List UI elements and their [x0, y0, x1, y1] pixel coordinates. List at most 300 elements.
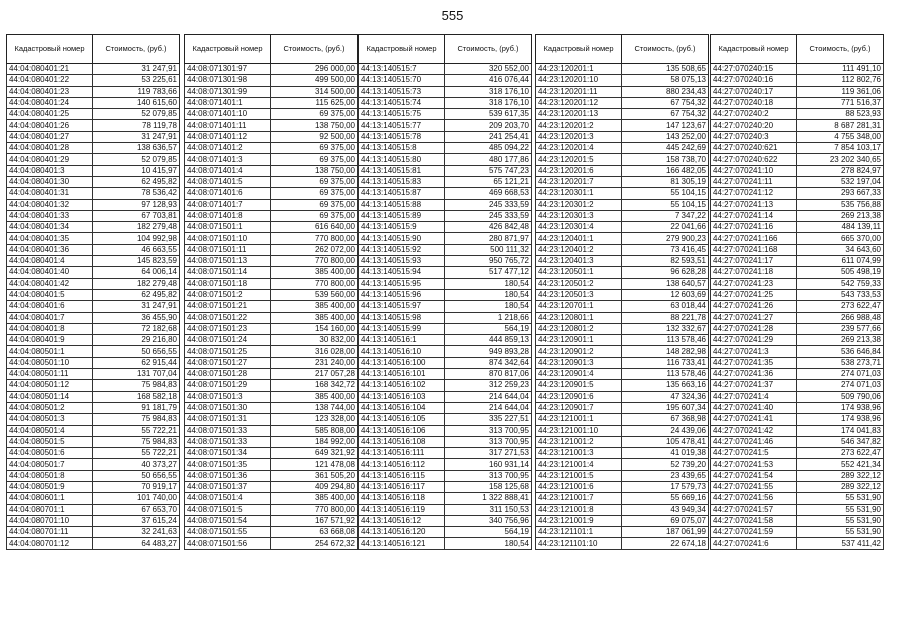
cost-table-1: [6, 34, 180, 550]
table-row: [711, 109, 884, 120]
table-row: [359, 459, 532, 470]
table-row: [536, 188, 709, 199]
cadastral-number-cell: 44:23:121001:6: [536, 481, 622, 492]
table-row: [185, 86, 358, 97]
cost-cell: 564,19: [445, 323, 532, 334]
table-row: [536, 267, 709, 278]
cost-cell: 180,54: [445, 538, 532, 549]
cadastral-number-cell: 44:04:080401:30: [7, 176, 93, 187]
cadastral-number-cell: 44:08:071501:37: [185, 481, 271, 492]
cadastral-number-cell: 44:23:120901:6: [536, 391, 622, 402]
table-row: [359, 188, 532, 199]
table-row: [536, 109, 709, 120]
table-row: [185, 233, 358, 244]
cost-cell: 160 931,14: [445, 459, 532, 470]
cadastral-number-cell: 44:04:080401:28: [7, 143, 93, 154]
cadastral-number-cell: 44:27:070240:621: [711, 143, 797, 154]
cost-cell: 311 150,53: [445, 504, 532, 515]
cost-cell: 485 094,22: [445, 143, 532, 154]
cost-cell: 771 516,37: [797, 97, 884, 108]
table-row: [7, 188, 180, 199]
table-row: [185, 538, 358, 549]
cadastral-number-cell: 44:27:070241:14: [711, 210, 797, 221]
table-row: [7, 335, 180, 346]
table-row: [359, 414, 532, 425]
table-row: [359, 154, 532, 165]
table-row: [711, 278, 884, 289]
cadastral-number-cell: 44:13:140516:112: [359, 459, 445, 470]
table-row: [7, 154, 180, 165]
cost-cell: 537 411,42: [797, 538, 884, 549]
cadastral-number-cell: 44:04:080501:14: [7, 391, 93, 402]
cost-cell: 67 368,98: [622, 414, 709, 425]
header-cost: Стоимость, (руб.): [445, 35, 532, 64]
cadastral-number-cell: 44:27:070241:36: [711, 369, 797, 380]
cost-table-2: [184, 34, 358, 550]
cost-cell: 50 656,55: [93, 346, 180, 357]
cadastral-number-cell: 44:04:080401:3: [7, 165, 93, 176]
cost-cell: 17 579,73: [622, 481, 709, 492]
cost-cell: 538 273,71: [797, 357, 884, 368]
table-row: [536, 278, 709, 289]
cost-cell: 770 800,00: [271, 278, 358, 289]
cost-cell: 63 668,08: [271, 527, 358, 538]
cost-cell: 78 119,78: [93, 120, 180, 131]
table-row: [7, 459, 180, 470]
cadastral-number-cell: 44:08:071501:10: [185, 233, 271, 244]
table-row: [359, 131, 532, 142]
cadastral-number-cell: 44:13:140515:99: [359, 323, 445, 334]
cost-cell: 55 104,15: [622, 199, 709, 210]
table-row: [711, 210, 884, 221]
cadastral-number-cell: 44:08:071501:25: [185, 346, 271, 357]
cost-cell: 616 640,00: [271, 222, 358, 233]
cost-cell: 426 842,48: [445, 222, 532, 233]
cadastral-number-cell: 44:04:080401:22: [7, 75, 93, 86]
table-row: [711, 436, 884, 447]
cost-cell: 123 328,00: [271, 414, 358, 425]
table-row: [536, 256, 709, 267]
cost-cell: 34 643,60: [797, 244, 884, 255]
cadastral-number-cell: 44:08:071501:56: [185, 538, 271, 549]
cost-cell: 72 182,68: [93, 323, 180, 334]
cost-cell: 187 061,99: [622, 527, 709, 538]
table-row: [536, 244, 709, 255]
cadastral-number-cell: 44:04:080401:24: [7, 97, 93, 108]
cadastral-number-cell: 44:08:071401:12: [185, 131, 271, 142]
table-row: [711, 369, 884, 380]
cost-cell: 385 400,00: [271, 301, 358, 312]
table-row: [536, 515, 709, 526]
cadastral-number-cell: 44:27:070241:28: [711, 323, 797, 334]
cost-cell: 318 176,10: [445, 97, 532, 108]
cost-cell: 166 482,05: [622, 165, 709, 176]
table-row: [711, 323, 884, 334]
table-row: [7, 165, 180, 176]
table-row: [185, 436, 358, 447]
table-row: [359, 357, 532, 368]
cost-cell: 289 322,12: [797, 470, 884, 481]
table-row: [7, 380, 180, 391]
cadastral-number-cell: 44:04:080701:12: [7, 538, 93, 549]
table-row: [359, 391, 532, 402]
cadastral-number-cell: 44:04:080401:4: [7, 256, 93, 267]
table-row: [359, 380, 532, 391]
cost-table-5: [710, 34, 884, 550]
cost-cell: 500 111,32: [445, 244, 532, 255]
cadastral-number-cell: 44:08:071501:31: [185, 414, 271, 425]
cadastral-number-cell: 44:27:070241:168: [711, 244, 797, 255]
cadastral-number-cell: 44:08:071501:36: [185, 470, 271, 481]
cost-cell: 31 247,91: [93, 301, 180, 312]
table-row: [7, 481, 180, 492]
table-row: [7, 244, 180, 255]
table-row: [7, 131, 180, 142]
table-row: [185, 301, 358, 312]
cadastral-number-cell: 44:04:080401:34: [7, 222, 93, 233]
cost-cell: 409 294,80: [271, 481, 358, 492]
header-cadastral-number: Кадастровый номер: [185, 35, 271, 64]
table-row: [185, 323, 358, 334]
cadastral-number-cell: 44:08:071501:5: [185, 504, 271, 515]
cadastral-number-cell: 44:23:120301:3: [536, 210, 622, 221]
cadastral-number-cell: 44:23:120201:10: [536, 75, 622, 86]
cadastral-number-cell: 44:23:121101:1: [536, 527, 622, 538]
table-row: [7, 267, 180, 278]
cadastral-number-cell: 44:13:140516:104: [359, 402, 445, 413]
cadastral-number-cell: 44:23:120401:1: [536, 233, 622, 244]
cost-cell: 31 247,91: [93, 64, 180, 75]
cadastral-number-cell: 44:13:140516:103: [359, 391, 445, 402]
cost-cell: 69 375,00: [271, 109, 358, 120]
cost-cell: 75 984,83: [93, 436, 180, 447]
cadastral-number-cell: 44:13:140515:87: [359, 188, 445, 199]
cost-cell: 131 707,04: [93, 369, 180, 380]
table-row: [359, 210, 532, 221]
cadastral-number-cell: 44:27:070241:53: [711, 459, 797, 470]
cost-cell: 182 279,48: [93, 278, 180, 289]
table-row: [185, 176, 358, 187]
cadastral-number-cell: 44:13:140515:74: [359, 97, 445, 108]
cadastral-number-cell: 44:13:140515:81: [359, 165, 445, 176]
cost-cell: 184 992,00: [271, 436, 358, 447]
table-row: [7, 64, 180, 75]
table-row: [359, 120, 532, 131]
cadastral-number-cell: 44:04:080401:9: [7, 335, 93, 346]
cost-cell: 148 282,98: [622, 346, 709, 357]
cadastral-number-cell: 44:23:120801:2: [536, 323, 622, 334]
cost-cell: 43 949,34: [622, 504, 709, 515]
table-row: [7, 425, 180, 436]
cadastral-number-cell: 44:04:080501:2: [7, 402, 93, 413]
cadastral-number-cell: 44:08:071401:2: [185, 143, 271, 154]
cost-cell: 509 790,06: [797, 391, 884, 402]
table-row: [7, 289, 180, 300]
cost-cell: 293 667,33: [797, 188, 884, 199]
table-row: [7, 109, 180, 120]
table-row: [536, 380, 709, 391]
cost-cell: 75 984,83: [93, 380, 180, 391]
cost-cell: 335 227,51: [445, 414, 532, 425]
cost-cell: 575 747,23: [445, 165, 532, 176]
table-row: [536, 312, 709, 323]
cost-cell: 7 854 103,17: [797, 143, 884, 154]
table-row: [536, 346, 709, 357]
cadastral-number-cell: 44:23:120901:7: [536, 402, 622, 413]
cadastral-number-cell: 44:08:071401:5: [185, 176, 271, 187]
cost-cell: 245 333,59: [445, 210, 532, 221]
table-row: [711, 97, 884, 108]
cost-cell: 274 071,03: [797, 369, 884, 380]
cost-cell: 340 756,96: [445, 515, 532, 526]
cadastral-number-cell: 44:08:071401:3: [185, 154, 271, 165]
table-row: [711, 64, 884, 75]
cadastral-number-cell: 44:13:140516:111: [359, 448, 445, 459]
cadastral-number-cell: 44:13:140516:106: [359, 425, 445, 436]
cost-cell: 239 577,66: [797, 323, 884, 334]
cadastral-number-cell: 44:04:080401:8: [7, 323, 93, 334]
table-row: [359, 493, 532, 504]
cadastral-number-cell: 44:08:071501:30: [185, 402, 271, 413]
cost-cell: 64 006,14: [93, 267, 180, 278]
page-number: 555: [441, 8, 464, 23]
table-row: [7, 402, 180, 413]
cadastral-number-cell: 44:13:140515:7: [359, 64, 445, 75]
cost-cell: 69 375,00: [271, 143, 358, 154]
cadastral-number-cell: 44:27:070240:3: [711, 131, 797, 142]
cadastral-number-cell: 44:13:140516:118: [359, 493, 445, 504]
cost-cell: 91 181,79: [93, 402, 180, 413]
cost-cell: 313 700,95: [445, 470, 532, 481]
cadastral-number-cell: 44:13:140516:120: [359, 527, 445, 538]
table-row: [536, 493, 709, 504]
cadastral-number-cell: 44:27:070241:16: [711, 222, 797, 233]
cost-cell: 67 754,32: [622, 97, 709, 108]
cost-cell: 140 615,60: [93, 97, 180, 108]
cadastral-number-cell: 44:13:140515:95: [359, 278, 445, 289]
table-row: [185, 222, 358, 233]
cost-cell: 52 739,20: [622, 459, 709, 470]
cadastral-number-cell: 44:04:080501:12: [7, 380, 93, 391]
cadastral-number-cell: 44:04:080701:1: [7, 504, 93, 515]
table-row: [536, 436, 709, 447]
cadastral-number-cell: 44:08:071301:98: [185, 75, 271, 86]
cost-cell: 113 578,46: [622, 335, 709, 346]
table-row: [359, 504, 532, 515]
table-row: [536, 391, 709, 402]
cadastral-number-cell: 44:27:070240:622: [711, 154, 797, 165]
cadastral-number-cell: 44:13:140515:75: [359, 109, 445, 120]
cadastral-number-cell: 44:23:120401:2: [536, 244, 622, 255]
cadastral-number-cell: 44:27:070241:25: [711, 289, 797, 300]
table-row: [711, 459, 884, 470]
table-row: [711, 425, 884, 436]
cost-cell: 58 075,13: [622, 75, 709, 86]
header-row: [536, 35, 709, 64]
table-row: [536, 369, 709, 380]
table-row: [359, 346, 532, 357]
header-cost: Стоимость, (руб.): [271, 35, 358, 64]
cadastral-number-cell: 44:13:140515:9: [359, 222, 445, 233]
cadastral-number-cell: 44:23:121001:4: [536, 459, 622, 470]
cadastral-number-cell: 44:27:070241:11: [711, 176, 797, 187]
table-row: [359, 222, 532, 233]
cadastral-number-cell: 44:04:080401:23: [7, 86, 93, 97]
cost-cell: 111 491,10: [797, 64, 884, 75]
cost-cell: 36 455,90: [93, 312, 180, 323]
cadastral-number-cell: 44:08:071501:33: [185, 436, 271, 447]
cost-cell: 217 057,28: [271, 369, 358, 380]
cost-cell: 63 018,44: [622, 301, 709, 312]
cost-cell: 52 079,85: [93, 109, 180, 120]
table-row: [711, 244, 884, 255]
table-row: [185, 210, 358, 221]
table-row: [359, 301, 532, 312]
table-row: [185, 335, 358, 346]
cadastral-number-cell: 44:08:071501:34: [185, 448, 271, 459]
table-row: [185, 459, 358, 470]
table-row: [359, 369, 532, 380]
table-row: [7, 538, 180, 549]
cost-cell: 444 859,13: [445, 335, 532, 346]
cadastral-number-cell: 44:08:071501:4: [185, 493, 271, 504]
cadastral-number-cell: 44:13:140516:117: [359, 481, 445, 492]
cadastral-number-cell: 44:27:070241:23: [711, 278, 797, 289]
cost-cell: 870 817,06: [445, 369, 532, 380]
cadastral-number-cell: 44:04:080501:3: [7, 414, 93, 425]
cost-cell: 949 893,28: [445, 346, 532, 357]
cadastral-number-cell: 44:27:070241:4: [711, 391, 797, 402]
cost-cell: 168 582,18: [93, 391, 180, 402]
table-row: [7, 210, 180, 221]
table-row: [536, 527, 709, 538]
cadastral-number-cell: 44:08:071501:2: [185, 289, 271, 300]
cadastral-number-cell: 44:04:080401:33: [7, 210, 93, 221]
cost-cell: 316 028,00: [271, 346, 358, 357]
table-row: [7, 301, 180, 312]
cadastral-number-cell: 44:04:080501:9: [7, 481, 93, 492]
cadastral-number-cell: 44:23:120201:12: [536, 97, 622, 108]
cost-cell: 81 305,19: [622, 176, 709, 187]
cost-cell: 138 640,57: [622, 278, 709, 289]
table-row: [359, 199, 532, 210]
cost-cell: 75 984,83: [93, 414, 180, 425]
cost-cell: 274 071,03: [797, 380, 884, 391]
cadastral-number-cell: 44:23:121101:10: [536, 538, 622, 549]
cadastral-number-cell: 44:27:070241:54: [711, 470, 797, 481]
cadastral-number-cell: 44:13:140516:121: [359, 538, 445, 549]
cost-cell: 499 500,00: [271, 75, 358, 86]
cost-cell: 69 375,00: [271, 199, 358, 210]
cadastral-number-cell: 44:04:080701:11: [7, 527, 93, 538]
cost-cell: 119 361,06: [797, 86, 884, 97]
cadastral-number-cell: 44:13:140516:10: [359, 346, 445, 357]
cadastral-number-cell: 44:23:120501:3: [536, 289, 622, 300]
table-row: [536, 143, 709, 154]
cadastral-number-cell: 44:23:120901:2: [536, 346, 622, 357]
table-row: [711, 86, 884, 97]
cost-cell: 78 536,42: [93, 188, 180, 199]
table-row: [536, 64, 709, 75]
table-row: [185, 154, 358, 165]
table-row: [711, 289, 884, 300]
cadastral-number-cell: 44:04:080401:35: [7, 233, 93, 244]
table-row: [711, 131, 884, 142]
cost-cell: 145 823,59: [93, 256, 180, 267]
cost-cell: 135 508,65: [622, 64, 709, 75]
cost-cell: 67 754,32: [622, 109, 709, 120]
cadastral-number-cell: 44:04:080501:7: [7, 459, 93, 470]
cost-cell: 69 375,00: [271, 188, 358, 199]
cost-cell: 317 271,53: [445, 448, 532, 459]
cost-cell: 505 498,19: [797, 267, 884, 278]
cadastral-number-cell: 44:08:071401:4: [185, 165, 271, 176]
header-cadastral-number: Кадастровый номер: [711, 35, 797, 64]
cost-cell: 69 075,07: [622, 515, 709, 526]
cost-cell: 116 733,41: [622, 357, 709, 368]
table-row: [711, 504, 884, 515]
table-row: [185, 369, 358, 380]
cost-cell: 416 076,44: [445, 75, 532, 86]
table-row: [359, 538, 532, 549]
cadastral-number-cell: 44:23:120201:7: [536, 176, 622, 187]
cadastral-number-cell: 44:04:080401:31: [7, 188, 93, 199]
cadastral-number-cell: 44:08:071501:21: [185, 301, 271, 312]
header-cadastral-number: Кадастровый номер: [359, 35, 445, 64]
cost-cell: 385 400,00: [271, 312, 358, 323]
cadastral-number-cell: 44:23:120301:2: [536, 199, 622, 210]
cadastral-number-cell: 44:27:070241:40: [711, 402, 797, 413]
cost-cell: 180,54: [445, 278, 532, 289]
table-row: [185, 165, 358, 176]
cadastral-number-cell: 44:08:071501:55: [185, 527, 271, 538]
table-row: [536, 335, 709, 346]
table-row: [536, 222, 709, 233]
table-row: [711, 143, 884, 154]
cost-cell: 154 160,00: [271, 323, 358, 334]
cost-cell: 69 375,00: [271, 154, 358, 165]
cadastral-number-cell: 44:08:071301:97: [185, 64, 271, 75]
cadastral-number-cell: 44:23:120801:1: [536, 312, 622, 323]
table-row: [185, 425, 358, 436]
cost-cell: 536 646,84: [797, 346, 884, 357]
cadastral-number-cell: 44:04:080401:32: [7, 199, 93, 210]
cadastral-number-cell: 44:23:120201:1: [536, 64, 622, 75]
cadastral-number-cell: 44:27:070240:17: [711, 86, 797, 97]
cost-cell: 312 259,23: [445, 380, 532, 391]
cost-cell: 278 824,97: [797, 165, 884, 176]
table-row: [185, 131, 358, 142]
cadastral-number-cell: 44:08:071501:11: [185, 244, 271, 255]
cadastral-number-cell: 44:04:080401:40: [7, 267, 93, 278]
cost-cell: 273 622,47: [797, 448, 884, 459]
cost-cell: 180,54: [445, 289, 532, 300]
cost-cell: 10 415,97: [93, 165, 180, 176]
cadastral-number-cell: 44:04:080501:6: [7, 448, 93, 459]
cost-cell: 245 333,59: [445, 199, 532, 210]
cadastral-number-cell: 44:13:140515:88: [359, 199, 445, 210]
table-row: [359, 109, 532, 120]
table-row: [359, 165, 532, 176]
cost-cell: 37 615,24: [93, 515, 180, 526]
cost-cell: 564,19: [445, 527, 532, 538]
cadastral-number-cell: 44:23:121001:1: [536, 414, 622, 425]
cost-cell: 55 531,90: [797, 504, 884, 515]
cadastral-number-cell: 44:13:140516:119: [359, 504, 445, 515]
table-row: [536, 402, 709, 413]
cost-cell: 69 375,00: [271, 210, 358, 221]
table-row: [7, 470, 180, 481]
